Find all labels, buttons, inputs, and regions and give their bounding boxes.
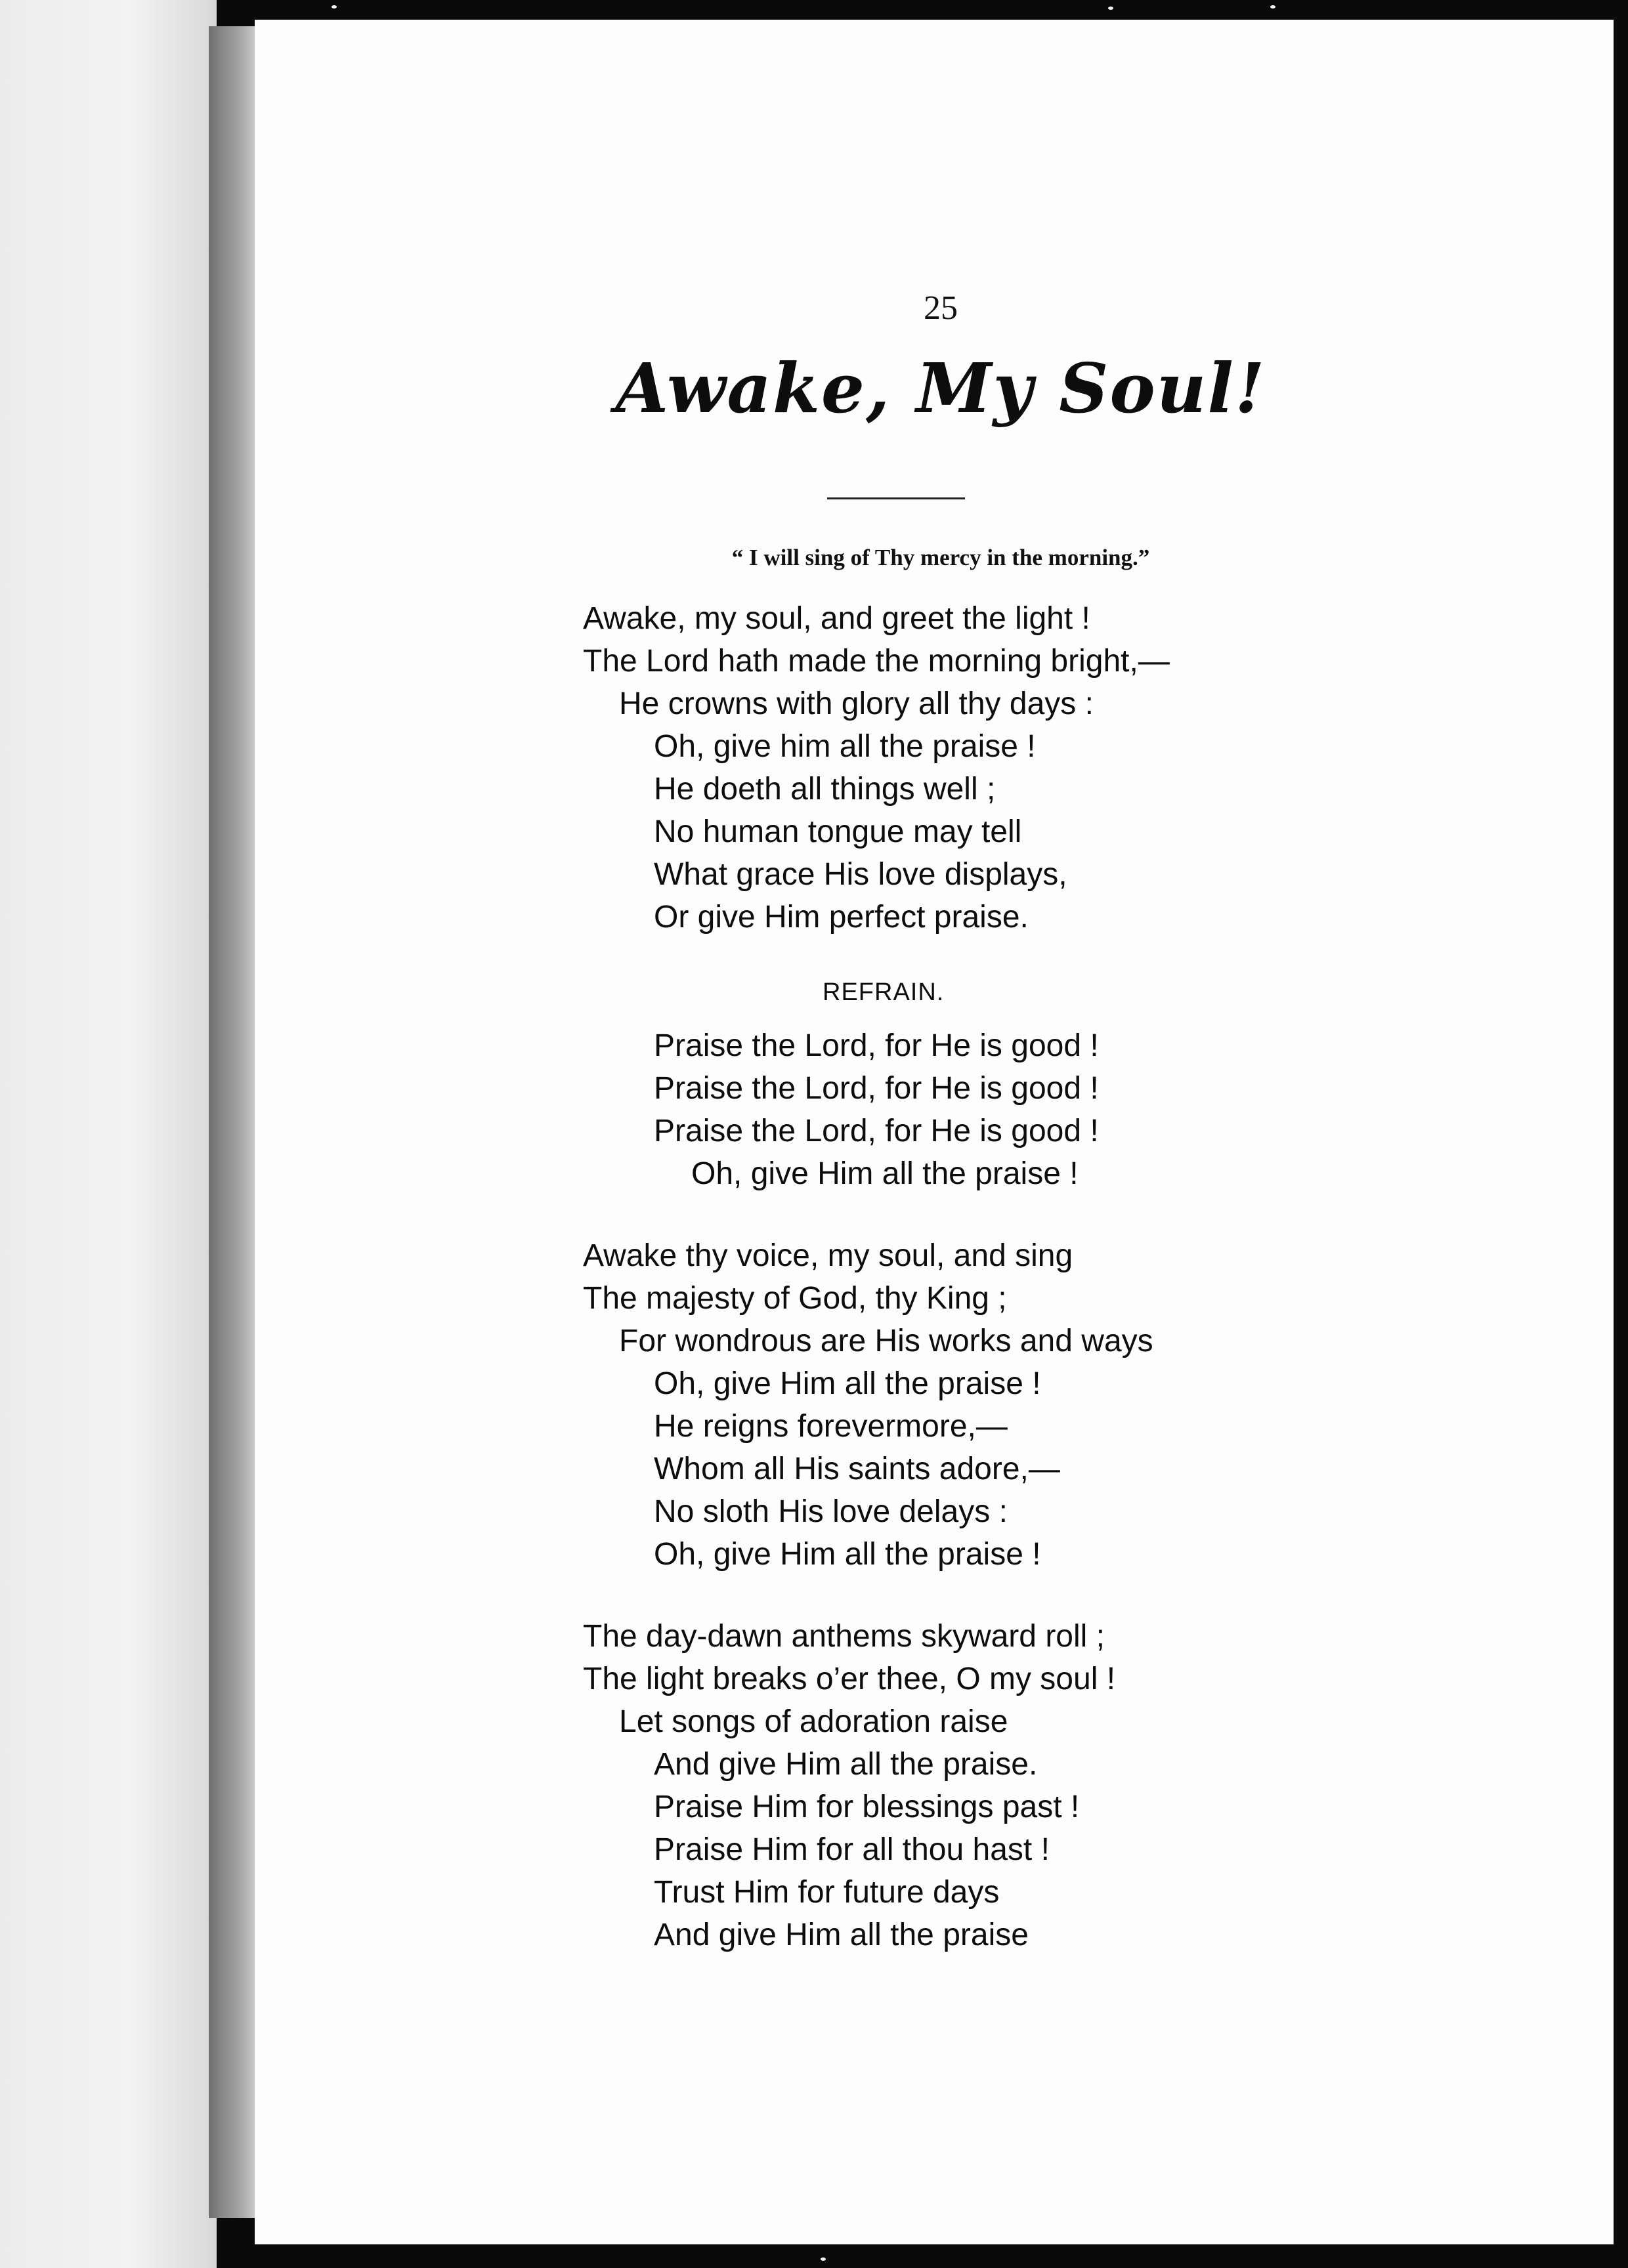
epigraph: “ I will sing of Thy mercy in the morning.”	[731, 545, 1150, 570]
poem-line: Oh, give him all the praise !	[654, 729, 1036, 764]
right-page	[255, 20, 1614, 2244]
title-divider	[827, 497, 965, 499]
poem-line: Oh, give Him all the praise !	[654, 1537, 1041, 1572]
stanza-3	[583, 1615, 1568, 1956]
poem-line: The light breaks o’er thee, O my soul !	[583, 1662, 1116, 1696]
refrain-line: Praise the Lord, for He is good !	[654, 1071, 1099, 1106]
poem-line: Or give Him perfect praise.	[654, 900, 1029, 934]
left-page-edge	[0, 0, 217, 2268]
poem-line: Whom all His saints adore,—	[654, 1452, 1060, 1486]
refrain-line: Praise the Lord, for He is good !	[654, 1114, 1099, 1148]
poem-line: The Lord hath made the morning bright,—	[583, 644, 1170, 679]
poem-line: Awake, my soul, and greet the light !	[583, 601, 1090, 636]
poem-line: The majesty of God, thy King ;	[583, 1281, 1007, 1316]
poem-line: For wondrous are His works and ways	[619, 1324, 1153, 1358]
book-gutter	[209, 26, 255, 2218]
poem-line: He crowns with glory all thy days :	[619, 686, 1094, 721]
poem-line: Praise Him for all thou hast !	[654, 1832, 1050, 1867]
refrain-label: REFRAIN.	[823, 978, 945, 1006]
scan-speck	[1108, 7, 1113, 10]
poem-line: Oh, give Him all the praise !	[654, 1366, 1041, 1401]
refrain-line: Praise the Lord, for He is good !	[654, 1028, 1099, 1063]
scan-speck	[821, 2258, 826, 2261]
poem-line: Awake thy voice, my soul, and sing	[583, 1238, 1073, 1273]
stanza-2	[583, 1234, 1568, 1576]
poem-line: He reigns forevermore,—	[654, 1409, 1008, 1444]
poem-line: What grace His love displays,	[654, 857, 1067, 892]
page-number: 25	[924, 289, 958, 327]
poem-line: No human tongue may tell	[654, 814, 1022, 849]
hymn-title: Awake, My Soul!	[615, 348, 1266, 429]
poem-body	[583, 597, 1568, 1956]
poem-line: And give Him all the praise.	[654, 1747, 1038, 1782]
poem-line: And give Him all the praise	[654, 1918, 1029, 1952]
stanza-1	[583, 597, 1568, 938]
poem-line: Let songs of adoration raise	[619, 1704, 1008, 1739]
scan-speck	[332, 5, 337, 9]
poem-line: Trust Him for future days	[654, 1875, 1000, 1910]
refrain-line: Oh, give Him all the praise !	[691, 1156, 1079, 1191]
refrain	[583, 1024, 1568, 1195]
poem-line: Praise Him for blessings past !	[654, 1790, 1080, 1824]
scan-speck	[1270, 5, 1275, 9]
poem-line: The day-dawn anthems skyward roll ;	[583, 1619, 1105, 1654]
poem-line: No sloth His love delays :	[654, 1494, 1008, 1529]
poem-line: He doeth all things well ;	[654, 772, 996, 807]
